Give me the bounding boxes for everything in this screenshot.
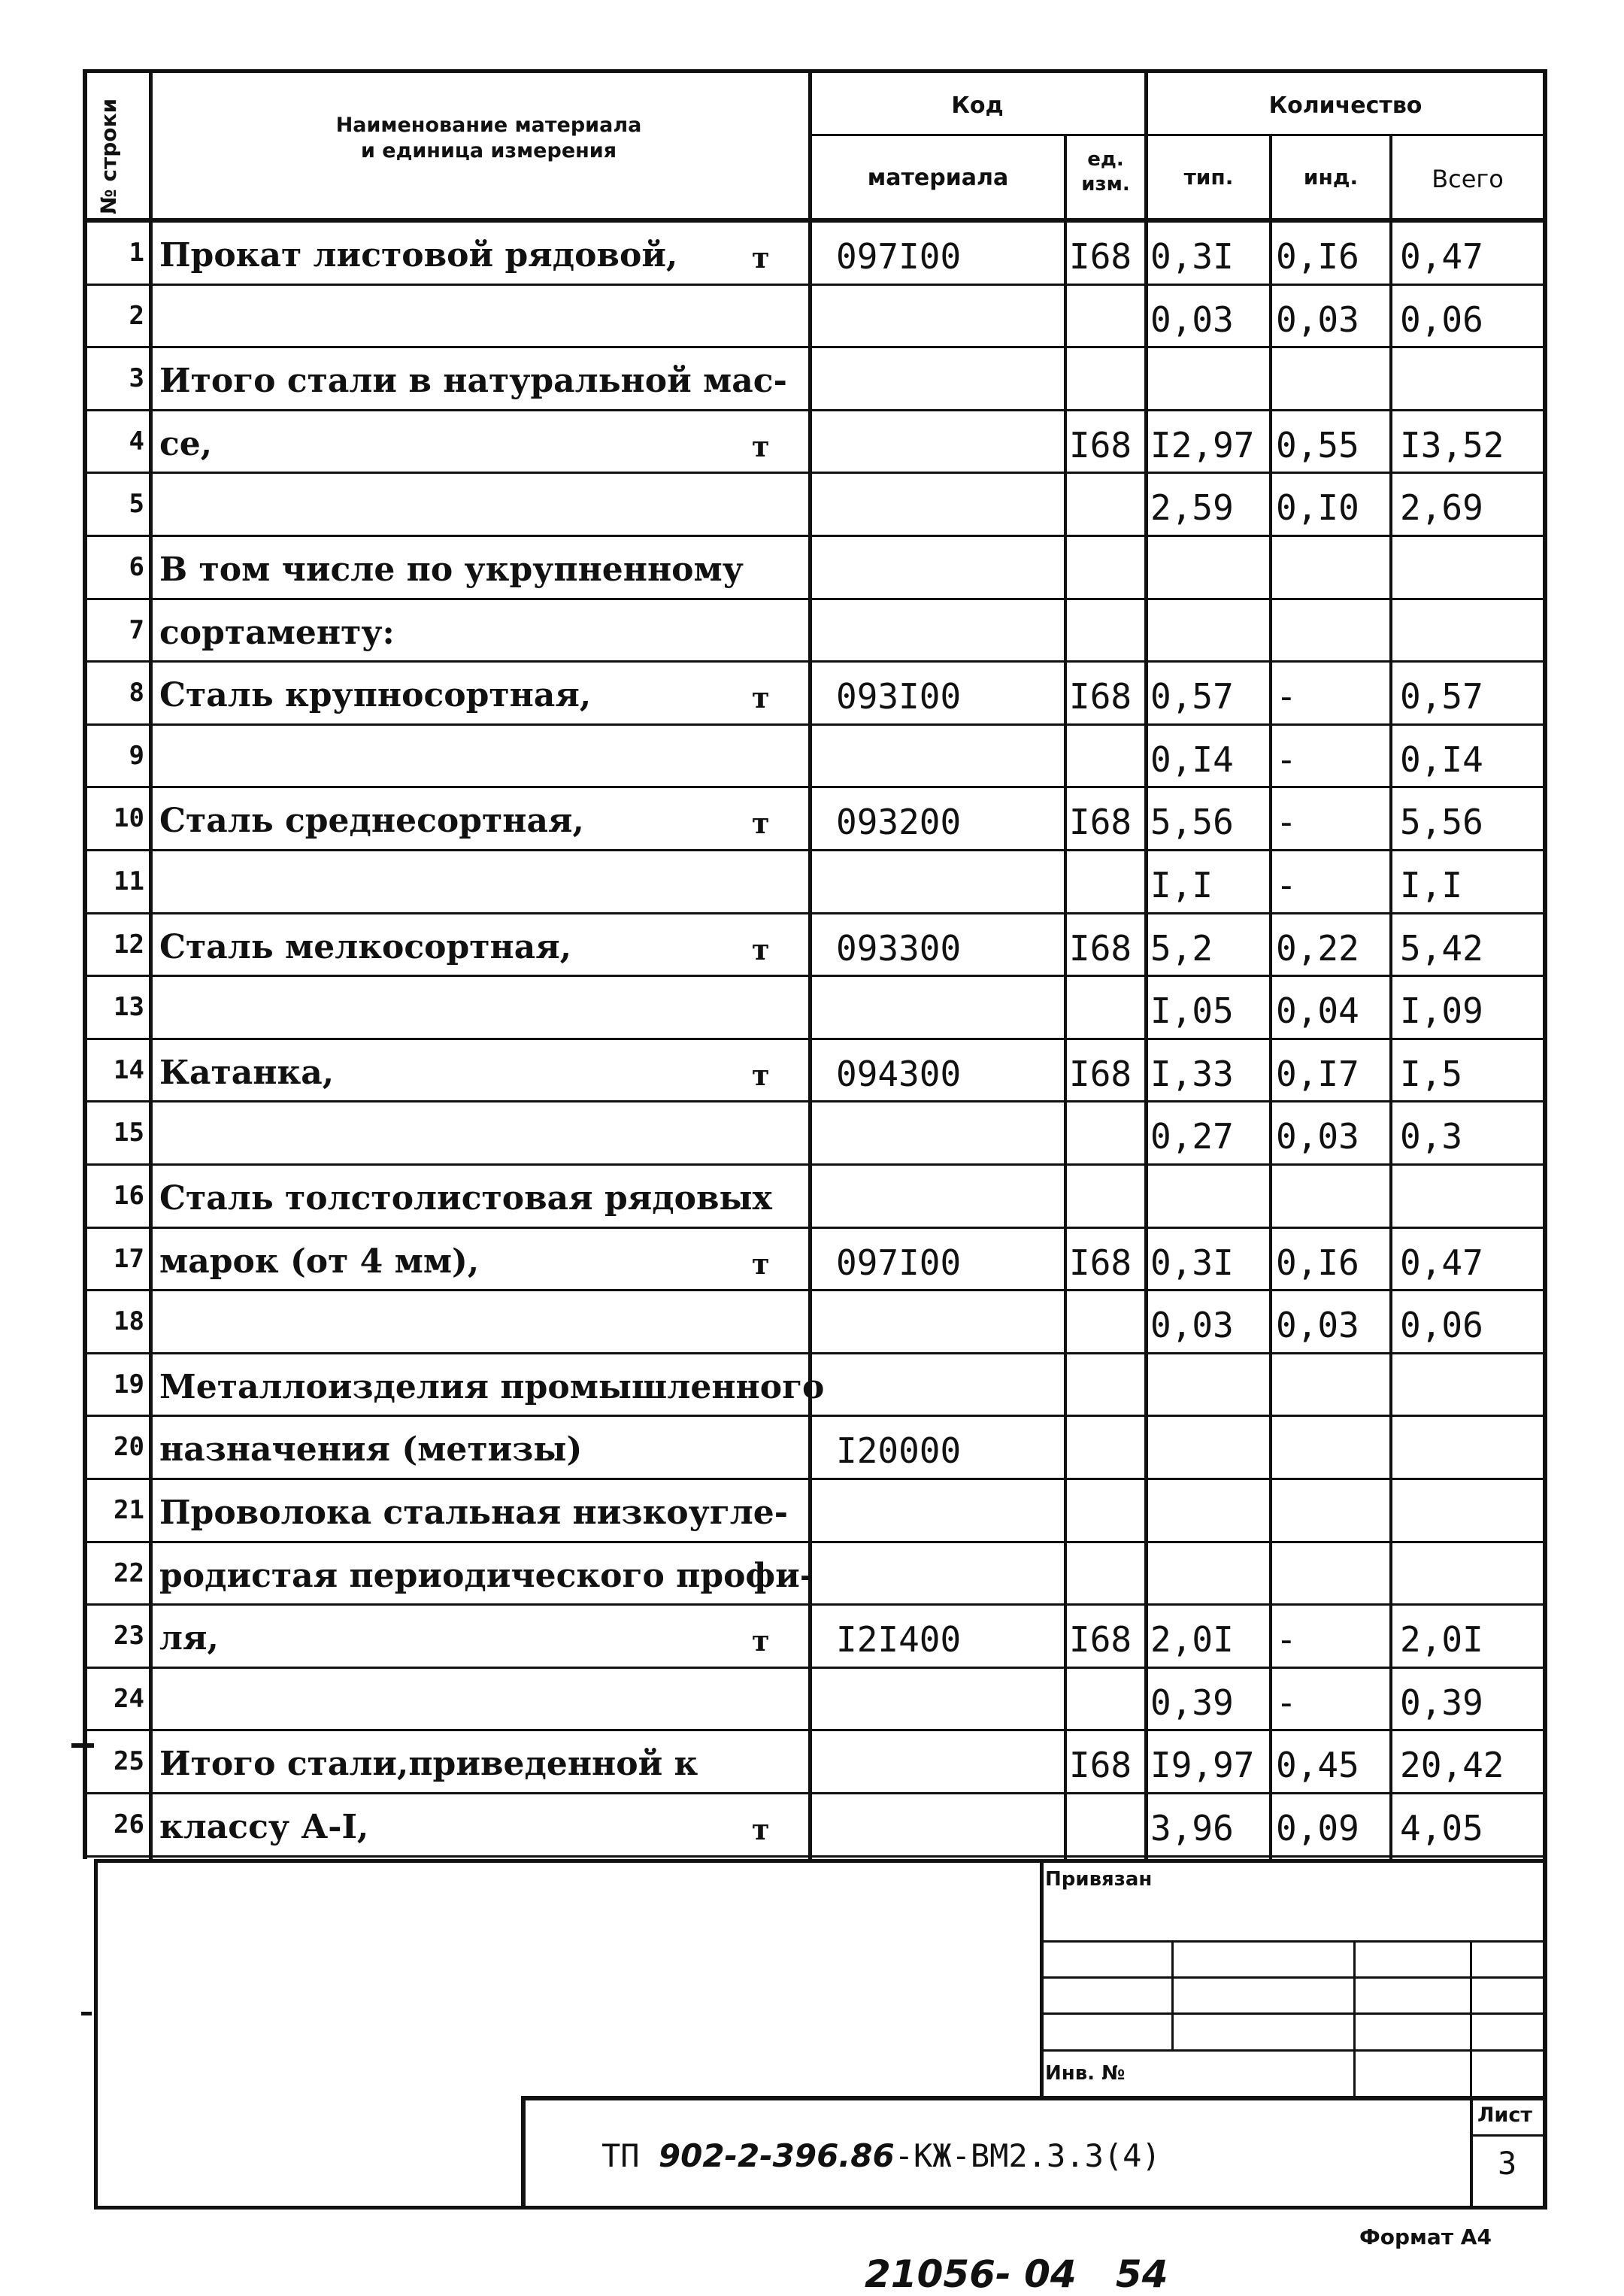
unit-code: I68 — [1069, 236, 1132, 277]
row-number: 15 — [114, 1118, 144, 1148]
row-divider — [83, 1667, 1547, 1669]
row-number: 17 — [114, 1243, 144, 1274]
material-name: Итого стали,приведенной к — [159, 1745, 698, 1784]
row-divider — [83, 1352, 1547, 1354]
unit-of-measure: т — [752, 932, 770, 966]
qty-typ-header: тип. — [1183, 165, 1234, 190]
qty-typ: 5,2 — [1150, 927, 1213, 969]
format-label: Формат А4 — [1359, 2225, 1492, 2249]
qty-total: 2,0I — [1400, 1619, 1483, 1661]
material-name: В том числе по укрупненному — [159, 550, 744, 589]
material-name: Катанка, — [159, 1053, 335, 1092]
row-number: 20 — [114, 1432, 144, 1463]
qty-ind: 0,I6 — [1276, 1242, 1359, 1283]
qty-ind: 0,45 — [1276, 1745, 1359, 1786]
unit-code: I68 — [1069, 802, 1132, 843]
code-group-header: Код — [951, 93, 1004, 119]
qty-total: 20,42 — [1400, 1745, 1504, 1786]
qty-typ: 3,96 — [1150, 1808, 1234, 1849]
qty-typ: 0,03 — [1150, 299, 1234, 340]
row-number: 14 — [114, 1054, 144, 1085]
row-divider — [83, 1792, 1547, 1794]
qty-total: 4,05 — [1400, 1808, 1483, 1849]
qty-total: 0,57 — [1400, 676, 1483, 717]
row-number: 7 — [129, 614, 144, 645]
unit-of-measure: т — [752, 681, 770, 715]
material-name: Металлоизделия промышленного — [159, 1367, 825, 1406]
qty-typ: 0,39 — [1150, 1682, 1234, 1723]
qty-ind: 0,I6 — [1276, 236, 1359, 277]
qty-ind: - — [1276, 1619, 1297, 1661]
material-code: 094300 — [836, 1053, 962, 1094]
row-divider — [83, 723, 1547, 726]
row-divider — [83, 1729, 1547, 1731]
unit-of-measure: т — [752, 1812, 770, 1846]
row-number: 24 — [114, 1683, 144, 1714]
qty-ind: 0,22 — [1276, 927, 1359, 969]
doc-suffix: -КЖ-ВМ2.3.3(4) — [894, 2137, 1161, 2174]
material-name: Сталь толстолистовая рядовых — [159, 1179, 772, 1218]
qty-typ: I,05 — [1150, 990, 1234, 1032]
qty-total: 0,3 — [1400, 1116, 1463, 1157]
code-material-header: материала — [867, 165, 1009, 191]
material-name: марок (от 4 мм), — [159, 1242, 480, 1281]
qty-typ: 5,56 — [1150, 802, 1234, 843]
unit-of-measure: т — [752, 806, 770, 841]
qty-typ: 2,59 — [1150, 487, 1234, 529]
row-divider — [83, 1227, 1547, 1229]
row-number: 10 — [114, 803, 144, 834]
row-number: 13 — [114, 992, 144, 1023]
material-code: 093I00 — [836, 676, 962, 717]
material-code: 097I00 — [836, 1242, 962, 1283]
material-name: Сталь мелкосортная, — [159, 927, 572, 966]
row-divider — [83, 660, 1547, 663]
row-divider — [83, 1603, 1547, 1606]
row-number: 2 — [129, 300, 144, 331]
row-divider — [83, 1100, 1547, 1103]
row-number: 12 — [114, 929, 144, 960]
row-number: 5 — [129, 489, 144, 520]
row-number: 23 — [114, 1621, 144, 1651]
qty-typ: I,33 — [1150, 1053, 1234, 1094]
row-number: 8 — [129, 678, 144, 708]
row-divider — [83, 535, 1547, 537]
qty-ind: - — [1276, 802, 1297, 843]
qty-ind: - — [1276, 1682, 1297, 1723]
row-divider — [83, 598, 1547, 600]
row-divider — [83, 1478, 1547, 1480]
qty-typ: 0,3I — [1150, 1242, 1234, 1283]
qty-total: I,5 — [1400, 1053, 1463, 1094]
material-name: Сталь среднесортная, — [159, 802, 584, 841]
qty-typ: I,I — [1150, 865, 1213, 905]
qty-typ: 0,I4 — [1150, 739, 1234, 780]
row-divider — [83, 1038, 1547, 1040]
qty-typ: 0,03 — [1150, 1305, 1234, 1346]
row-number: 9 — [129, 740, 144, 771]
unit-of-measure: т — [752, 429, 770, 463]
qty-ind: - — [1276, 739, 1297, 780]
material-name: назначения (метизы) — [159, 1430, 583, 1470]
qty-total: 0,39 — [1400, 1682, 1483, 1723]
qty-ind: 0,I7 — [1276, 1053, 1359, 1094]
unit-code: I68 — [1069, 424, 1132, 466]
doc-prefix: ТП — [601, 2137, 640, 2174]
qty-ind: 0,04 — [1276, 990, 1359, 1032]
row-divider — [83, 849, 1547, 851]
qty-typ: 0,27 — [1150, 1116, 1234, 1157]
qty-typ: I2,97 — [1150, 424, 1255, 466]
unit-code: I68 — [1069, 1053, 1132, 1094]
inventory-number-label: Инв. № — [1045, 2062, 1126, 2085]
qty-ind: - — [1276, 865, 1297, 905]
unit-code: I68 — [1069, 927, 1132, 969]
material-code: 097I00 — [836, 236, 962, 277]
name-column-header: Наименование материала и единица измерения — [335, 114, 642, 162]
row-number: 19 — [114, 1369, 144, 1400]
unit-of-measure: т — [752, 1624, 770, 1658]
qty-total: 0,47 — [1400, 1242, 1483, 1283]
unit-code: I68 — [1069, 1745, 1132, 1786]
row-number: 4 — [129, 426, 144, 456]
unit-of-measure: т — [752, 1057, 770, 1092]
row-divider — [83, 912, 1547, 914]
row-divider — [83, 1289, 1547, 1291]
sheet-number: 3 — [1498, 2145, 1517, 2182]
qty-ind-header: инд. — [1303, 165, 1359, 190]
unit-code: I68 — [1069, 1619, 1132, 1661]
qty-total-header: Всего — [1432, 165, 1504, 193]
material-name: сортаменту: — [159, 613, 395, 652]
row-divider — [83, 409, 1547, 411]
row-number: 3 — [129, 363, 144, 394]
qty-total: I,09 — [1400, 990, 1483, 1032]
material-name: классу А-I, — [159, 1808, 369, 1846]
unit-of-measure: т — [752, 1246, 770, 1281]
qty-typ: I9,97 — [1150, 1745, 1255, 1786]
material-name: се, — [159, 424, 213, 463]
row-number: 25 — [114, 1746, 144, 1777]
qty-total: 0,47 — [1400, 236, 1483, 277]
code-unit-header: ед. изм. — [1081, 148, 1130, 196]
row-number: 1 — [129, 238, 144, 268]
qty-ind: 0,09 — [1276, 1808, 1359, 1849]
doc-handwritten-number: 902-2-396.86 — [658, 2137, 895, 2174]
qty-ind: 0,03 — [1276, 1305, 1359, 1346]
row-divider — [83, 284, 1547, 286]
sheet-label: Лист — [1477, 2103, 1532, 2127]
material-code: 093200 — [836, 802, 962, 843]
row-number: 26 — [114, 1809, 144, 1840]
material-name: Проволока стальная низкоугле- — [159, 1494, 788, 1532]
row-number: 6 — [129, 552, 144, 582]
material-code: I2I400 — [836, 1619, 962, 1661]
qty-ind: 0,03 — [1276, 299, 1359, 340]
material-name: Сталь крупносортная, — [159, 676, 592, 715]
row-divider — [83, 346, 1547, 348]
unit-code: I68 — [1069, 1242, 1132, 1283]
row-number: 11 — [114, 866, 144, 896]
qty-total: I3,52 — [1400, 424, 1504, 466]
material-name: ля, — [159, 1619, 219, 1658]
attached-label: Привязан — [1045, 1868, 1153, 1891]
qty-total: I,I — [1400, 865, 1463, 905]
row-number: 21 — [114, 1495, 144, 1525]
qty-typ: 0,3I — [1150, 236, 1234, 277]
qty-ind: 0,55 — [1276, 424, 1359, 466]
qty-ind: 0,I0 — [1276, 487, 1359, 529]
material-code: I20000 — [836, 1430, 962, 1472]
document-code — [601, 2137, 1161, 2174]
row-divider — [83, 975, 1547, 977]
row-number: 18 — [114, 1306, 144, 1337]
qty-total: 0,I4 — [1400, 739, 1483, 780]
edge-mark — [81, 2012, 92, 2015]
handwritten-footer-number: 21056- 04 54 — [865, 2252, 1168, 2296]
qty-total: 0,06 — [1400, 299, 1483, 340]
row-divider — [83, 1415, 1547, 1417]
quantity-group-header: Количество — [1268, 93, 1423, 119]
unit-of-measure: т — [752, 241, 770, 274]
material-name: Итого стали в натуральной мас- — [159, 362, 787, 401]
edge-mark — [71, 1743, 94, 1748]
unit-code: I68 — [1069, 676, 1132, 717]
qty-total: 5,42 — [1400, 927, 1483, 969]
row-divider — [83, 1855, 1547, 1858]
qty-total: 2,69 — [1400, 487, 1483, 529]
material-code: 093300 — [836, 927, 962, 969]
row-divider — [83, 1541, 1547, 1543]
row-divider — [83, 472, 1547, 474]
qty-typ: 2,0I — [1150, 1619, 1234, 1661]
row-divider — [83, 786, 1547, 788]
qty-ind: 0,03 — [1276, 1116, 1359, 1157]
qty-typ: 0,57 — [1150, 676, 1234, 717]
row-number: 22 — [114, 1557, 144, 1588]
qty-ind: - — [1276, 676, 1297, 717]
material-name: Прокат листовой рядовой, — [159, 236, 678, 274]
qty-total: 0,06 — [1400, 1305, 1483, 1346]
material-name: родистая периодического профи- — [159, 1556, 814, 1595]
row-divider — [83, 1163, 1547, 1166]
qty-total: 5,56 — [1400, 802, 1483, 843]
row-number-header: № строки — [96, 98, 121, 214]
row-number: 16 — [114, 1181, 144, 1211]
